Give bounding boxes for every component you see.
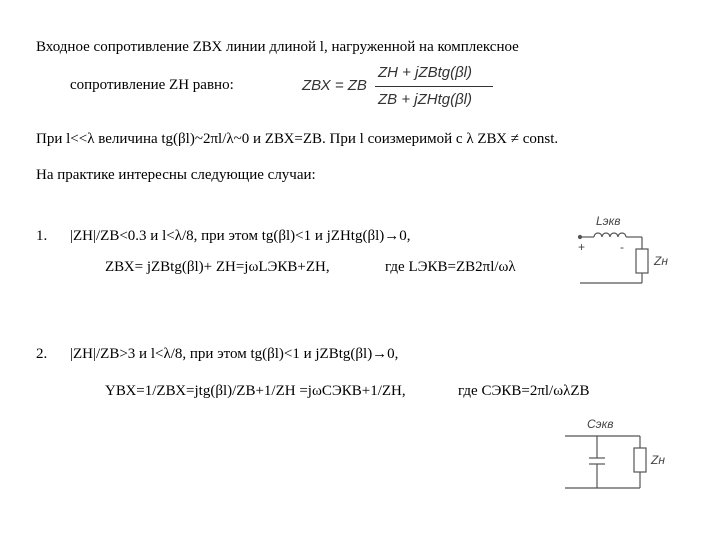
inductor-coil <box>594 233 626 237</box>
condition-line: При l<<λ величина tg(βl)~2πl/λ~0 и ZВХ=ZВ. При l соизмеримой с λ ZВХ ≠ const. <box>36 131 559 147</box>
circuit-inductor <box>572 213 682 283</box>
case2-line1: |ZН|/ZВ>3 и l<λ/8, при этом tg(βl)<1 и jZВtg(βl)→0, <box>70 346 399 362</box>
intro-line-1: Входное сопротивление ZВХ линии длиной l, нагруженной на комплексное <box>36 39 519 55</box>
fraction-bar <box>375 86 493 87</box>
cases-intro: На практике интересны следующие случаи: <box>36 167 316 183</box>
formula-numerator: ZН + jZВtg(βl) <box>378 64 472 81</box>
case2-number: 2. <box>36 346 48 362</box>
load-label-1: Zн <box>654 254 668 268</box>
load-resistor <box>636 249 648 273</box>
inductor-label: Lэкв <box>596 214 621 228</box>
intro-line-2: сопротивление ZН равно: <box>70 77 234 93</box>
minus-sign: - <box>620 240 624 254</box>
case1-number: 1. <box>36 228 48 244</box>
case1-line1: |ZН|/ZВ<0.3 и l<λ/8, при этом tg(βl)<1 и jZНtg(βl)→0, <box>70 228 411 244</box>
load-resistor-2 <box>634 448 646 472</box>
case1-line2a: ZВХ= jZВtg(βl)+ ZН=jωLЭКВ+ZН, <box>105 259 330 275</box>
formula-denominator: ZВ + jZНtg(βl) <box>378 91 472 108</box>
formula-lhs: ZВХ = ZВ <box>302 77 367 94</box>
capacitor-label: Cэкв <box>587 417 614 431</box>
load-label-2: Zн <box>651 453 665 467</box>
plus-sign: + <box>578 240 586 254</box>
circuit-capacitor <box>565 417 685 490</box>
case1-line2b: где LЭКВ=ZВ2πl/ωλ <box>385 259 516 275</box>
case2-line2b: где CЭКВ=2πl/ωλZВ <box>458 383 590 399</box>
case2-line2a: YВХ=1/ZВХ=jtg(βl)/ZВ+1/ZН =jωCЭКВ+1/ZН, <box>105 383 406 399</box>
